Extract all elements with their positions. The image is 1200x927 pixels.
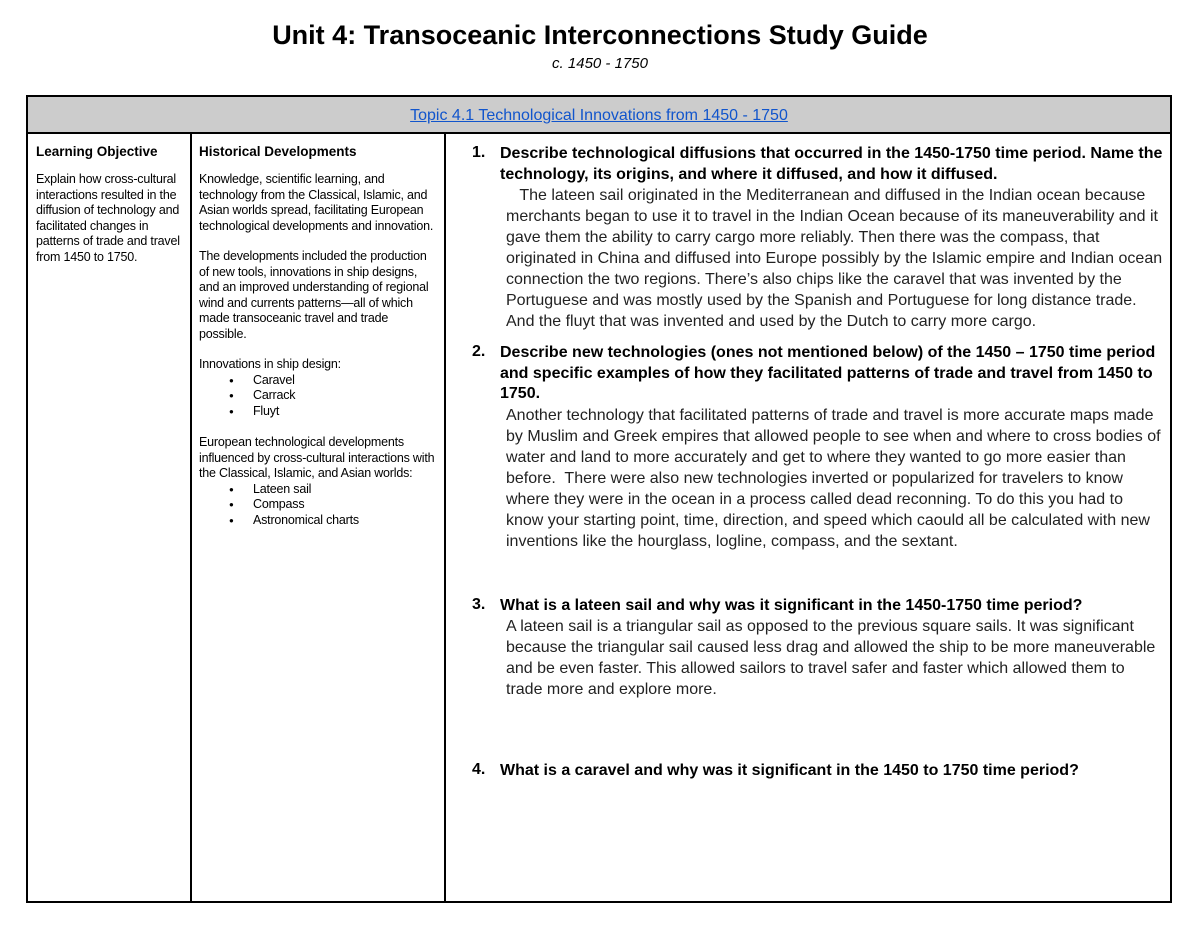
topic-link[interactable]: Topic 4.1 Technological Innovations from 1450 - 1750 bbox=[410, 107, 788, 124]
questions-cell bbox=[446, 134, 1170, 901]
topic-header-row bbox=[28, 97, 1170, 134]
list-item: ● Astronomical charts bbox=[253, 513, 438, 529]
question-item bbox=[472, 596, 1164, 701]
learning-objective-heading: Learning Objective bbox=[36, 144, 158, 159]
list-item: ● Compass bbox=[253, 497, 438, 513]
question-text: Describe technological diffusions that occurred in the 1450-1750 time period. Name the technology, its origins, and where it diffused, and how it diffused. bbox=[500, 145, 1163, 183]
document-subtitle: c. 1450 - 1750 bbox=[552, 55, 648, 72]
ship-design-intro: Innovations in ship design: bbox=[199, 357, 341, 371]
question-number: 1. bbox=[472, 144, 486, 161]
study-guide-table bbox=[26, 95, 1172, 903]
european-developments-intro: European technological developments influenced by cross-cultural interactions with the Classical, Islamic, and Asian worlds: bbox=[199, 435, 435, 480]
question-item bbox=[472, 761, 1164, 782]
list-item: ● Fluyt bbox=[253, 404, 438, 420]
learning-objective-cell bbox=[28, 134, 192, 901]
ship-design-list bbox=[199, 373, 438, 420]
document-title: Unit 4: Transoceanic Interconnections Study Guide bbox=[272, 20, 928, 50]
question-text: What is a lateen sail and why was it significant in the 1450-1750 time period? bbox=[500, 596, 1083, 614]
answer-text[interactable]: A lateen sail is a triangular sail as opposed to the previous square sails. It was significant because the triangular sail caused less drag and allowed the ship to be more maneuverable and be even faster. This allowed sailors to travel safer and faster which allowed them to trade more and explore more. bbox=[506, 618, 1156, 698]
european-developments-list bbox=[199, 482, 438, 529]
list-item: ● Carrack bbox=[253, 388, 438, 404]
answer-text[interactable]: Another technology that facilitated patterns of trade and travel is more accurate maps made by Muslim and Greek empires that allowed people to see when and where to cross bodies of water and land to more accurately and get to where they wanted to go more easier than before. There were also new technologies inverted or popularized for travelers to know where they were in the ocean in a process called dead reconning. To do this you had to know your starting point, time, direction, and speed which caould all be calculated with new inventions like the hourglass, logline, compass, and the sextant. bbox=[506, 406, 1161, 550]
answer-text[interactable]: The lateen sail originated in the Mediterranean and diffused in the Indian ocean because merchants began to use it to travel in the Indian Ocean because of its maneuverability and it gave them the ability to carry cargo more reliably. Then there was the compass, that originated in China and diffused into Europe possibly by the Islamic empire and Indian ocean connection the two regions. There’s also chips like the caravel that was invented by the Portuguese and was mostly used by the Spanish and Portuguese for long distance trade. And the fluyt that was invented and used by the Dutch to carry more cargo. bbox=[506, 187, 1163, 330]
list-item: ● Caravel bbox=[253, 373, 438, 389]
historical-developments-para: The developments included the production of new tools, innovations in ship designs, and an improved understanding of regional wind and currents patterns—all of which made transoceanic travel and trade possible. bbox=[199, 249, 429, 341]
question-text: What is a caravel and why was it significant in the 1450 to 1750 time period? bbox=[500, 762, 1079, 779]
learning-objective-text: Explain how cross-cultural interactions resulted in the diffusion of technology and facilitated changes in patterns of trade and travel from 1450 to 1750. bbox=[36, 172, 180, 264]
historical-developments-heading: Historical Developments bbox=[199, 144, 357, 159]
question-text: Describe new technologies (ones not mentioned below) of the 1450 – 1750 time period and specific examples of how they facilitated patterns of trade and travel from 1450 to 1750. bbox=[500, 344, 1156, 402]
list-item: ● Lateen sail bbox=[253, 482, 438, 498]
question-number: 3. bbox=[472, 595, 486, 613]
question-item bbox=[472, 144, 1164, 332]
question-number: 4. bbox=[472, 761, 486, 778]
question-number: 2. bbox=[472, 343, 486, 360]
historical-developments-cell bbox=[192, 134, 446, 901]
question-item bbox=[472, 343, 1164, 552]
historical-developments-para: Knowledge, scientific learning, and technology from the Classical, Islamic, and Asian worlds spread, facilitating European technological developments and innovation. bbox=[199, 172, 434, 233]
